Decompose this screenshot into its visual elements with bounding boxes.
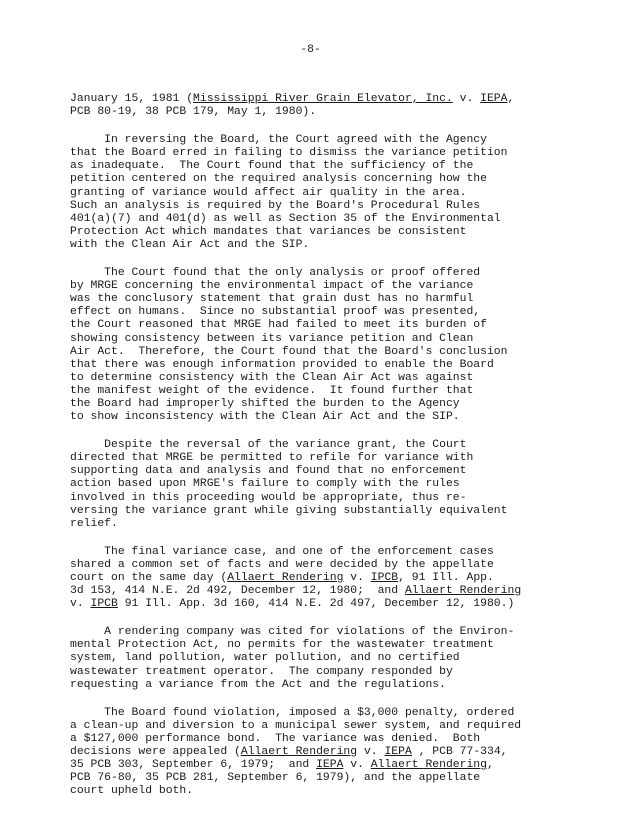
text-line: v. IPCB 91 Ill. App. 3d 160, 414 N.E. 2d 497, December 12, 1980.) [70,598,515,611]
text-line: to show inconsistency with the Clean Air Act and the SIP. [70,411,460,424]
text-line: relief. [70,517,118,530]
text-line: 401(a)(7) and 401(d) as well as Section 35 of the Environmental [70,212,501,225]
paragraph [70,439,570,531]
paragraph [70,134,570,252]
text-line: involved in this proceeding would be appropriate, thus re- [70,491,467,504]
paragraph [70,93,570,119]
text-line: action based upon MRGE's failure to comply with the rules [70,478,460,491]
text-line: 35 PCB 303, September 6, 1979; and IEPA v. Allaert Rendering, [70,759,494,772]
text-line: January 15, 1981 (Mississippi River Grain Elevator, Inc. v. IEPA, [70,93,515,105]
text-line: directed that MRGE be permitted to refile for variance with [70,452,474,465]
text-line: A rendering company was cited for violations of the Environ- [70,626,515,639]
text-line: The final variance case, and one of the enforcement cases [70,545,494,558]
text-line: PCB 80-19, 38 PCB 179, May 1, 1980). [70,106,317,119]
text-line: that there was enough information provided to enable the Board [70,358,494,371]
text-line: that the Board erred in failing to dismiss the variance petition [70,147,508,160]
case-name: IPCB [370,572,399,584]
text-line: by MRGE concerning the environmental impact of the variance [70,280,474,293]
case-name: Allaert Rendering [404,585,522,598]
page-number: -8- [300,44,321,56]
case-name: IEPA [384,746,412,759]
case-name: IEPA [316,759,344,772]
text-line: versing the variance grant while giving substantially equivalent [70,504,508,517]
case-name: Allaert Rendering [227,572,344,584]
paragraph [70,707,570,799]
text-line: court on the same day (Allaert Rendering v. IPCB, 91 Ill. App. [70,572,494,584]
text-line: In reversing the Board, the Court agreed with the Agency [70,134,487,147]
text-line: effect on humans. Since no substantial proof was presented, [70,306,481,319]
text-line: 3d 153, 414 N.E. 2d 492, December 12, 1980; and Allaert Rendering [70,585,522,598]
text-line: to determine consistency with the Clean Air Act was against [70,371,474,384]
document-body [70,93,570,813]
text-line: mental Protection Act, no permits for the wastewater treatment [70,639,494,652]
text-line: the Board had improperly shifted the burden to the Agency [70,397,460,410]
paragraph [70,267,570,424]
text-line: court upheld both. [70,785,194,798]
text-line: petition centered on the required analysis concerning how the [70,173,487,186]
text-line: with the Clean Air Act and the SIP. [70,238,310,251]
text-line: requesting a variance from the Act and the regulations. [70,678,446,691]
case-name: IEPA [480,93,508,105]
text-line: showing consistency between its variance petition and Clean [70,332,474,345]
text-line: granting of variance would affect air quality in the area. [70,186,467,199]
text-line: Air Act. Therefore, the Court found that the Board's conclusion [70,345,508,358]
text-line: a $127,000 performance bond. The variance was denied. Both [70,732,481,745]
text-line: Protection Act which mandates that variances be consistent [70,225,467,238]
text-line: wastewater treatment operator. The company responded by [70,665,453,678]
text-line: PCB 76-80, 35 PCB 281, September 6, 1979), and the appellate [70,772,481,785]
text-line: the Court reasoned that MRGE had failed to meet its burden of [70,319,487,332]
text-line: decisions were appealed (Allaert Rendering v. IEPA , PCB 77-334, [70,746,508,759]
text-line: The Board found violation, imposed a $3,000 penalty, ordered [70,706,515,719]
case-name: Allaert Rendering [240,746,358,759]
text-line: system, land pollution, water pollution, and no certified [70,652,460,665]
text-line: Despite the reversal of the variance grant, the Court [70,439,467,452]
paragraph [70,546,570,611]
text-line: shared a common set of facts and were decided by the appellate [70,558,494,571]
text-line: Such an analysis is required by the Board's Procedural Rules [70,199,481,212]
case-name: IPCB [90,598,118,611]
case-name: Allaert Rendering [370,759,487,772]
text-line: The Court found that the only analysis or proof offered [70,267,481,280]
text-line: supporting data and analysis and found that no enforcement [70,465,467,478]
text-line: the manifest weight of the evidence. It found further that [70,384,474,397]
text-line: as inadequate. The Court found that the sufficiency of the [70,160,474,173]
paragraph [70,626,570,691]
text-line: a clean-up and diversion to a municipal sewer system, and required [70,719,522,732]
text-line: was the conclusory statement that grain dust has no harmful [70,293,474,306]
case-name: Mississippi River Grain Elevator, Inc. [193,93,453,105]
